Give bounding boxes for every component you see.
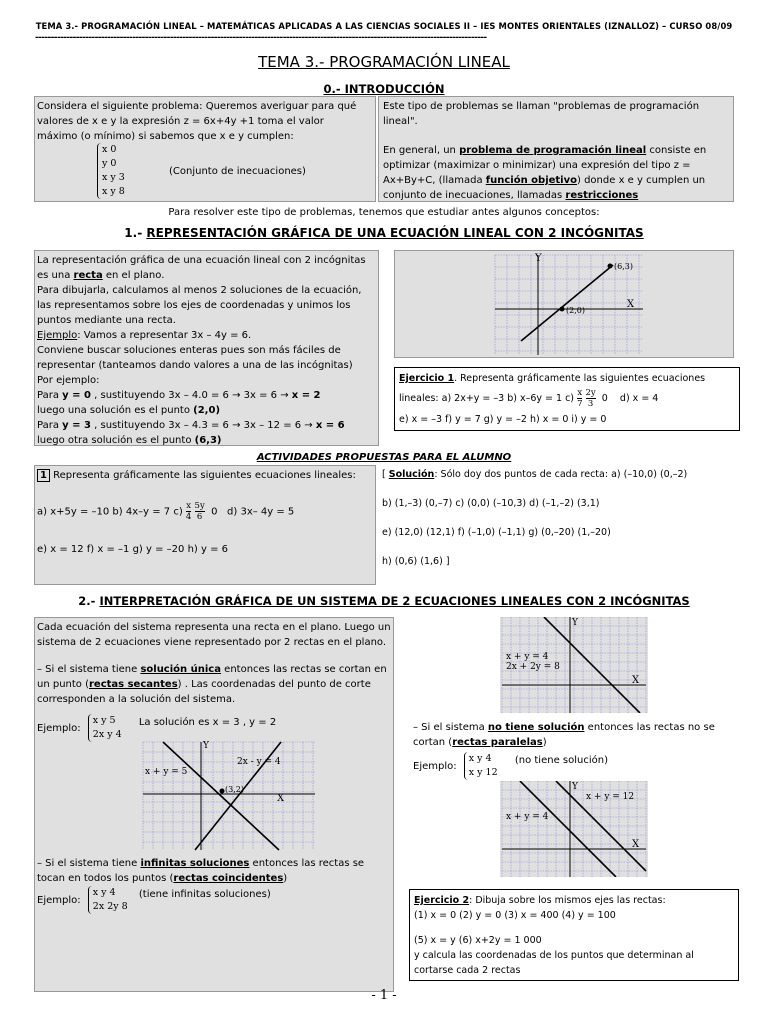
graph-parallel-box [500,781,648,877]
svg-text:x + y = 4: x + y = 4 [506,812,549,822]
intro-line: máximo (o mínimo) si sabemos que x e y cumplen: [37,131,294,142]
graph-coincident-lines [500,617,648,713]
svg-text:(3,2): (3,2) [225,785,244,794]
svg-text:(6,3): (6,3) [614,262,633,271]
svg-text:X: X [277,793,285,804]
page-header: TEMA 3.- PROGRAMACIÓN LINEAL – MATEMÁTICAS APLICADAS A LAS CIENCIAS SOCIALES II – IES MONTES ORIENTALES (IZNALLOZ) – CURSO 08/09 [35,21,733,31]
intro-left-box [34,96,376,202]
example1: Ejemplo: x y 5 2x y 4 La solución es x = 3 , y = 2 [37,715,277,740]
section2-left-box [34,617,394,992]
svg-text:X: X [632,675,640,686]
svg-text:x + y = 12: x + y = 12 [586,792,635,802]
header-divider: ------------------------------------------------------------------------------------------------------------------------------------------------ [35,33,487,43]
infinite-solutions-text: – Si el sistema tiene infinitas soluciones entonces las rectas se tocan en todos los puntos (rectas coincidentes) [37,858,365,884]
svg-text:X: X [627,299,635,310]
graph-coincident-box [500,617,648,713]
section1-heading: 1.- REPRESENTACIÓN GRÁFICA DE UNA ECUACIÓN LINEAL CON 2 INCÓGNITAS [124,226,644,240]
section1-graph-box [394,250,734,358]
graph-secant-lines [139,740,319,852]
intro-right-p1: Este tipo de problemas se llaman "problemas de programación lineal". [383,101,700,127]
inequality-system: x 0 y 0 x y 3 x y 8 [97,143,125,199]
intro-line: Considera el siguiente problema: Queremos averiguar para qué [37,101,357,112]
svg-text:2x - y = 4: 2x - y = 4 [237,757,281,767]
page-title: TEMA 3.- PROGRAMACIÓN LINEAL [258,53,510,71]
example3: Ejemplo: x y 4 2x 2y 8 (tiene infinitas soluciones) [37,887,271,912]
unique-solution-text: – Si el sistema tiene solución única entonces las rectas se cortan en un punto (rectas secantes) . Las coordenadas del punto de corte corresponden a la solución del sistema. [37,664,387,705]
section2-intro: Cada ecuación del sistema representa una recta en el plano. Luego un sistema de 2 ecuaciones viene representado por 2 rectas en el plano. [37,622,391,648]
activities-left-box: 1 Representa gráficamente las siguientes ecuaciones lineales: a) x+5y = –10 b) 4x–y = 7 c) $\frac{x}{4}$ $\frac{5y}{6}$ 0 d) 3x– 4y = 5 e) x = 12 f) x = –1 g) y = –20 h) y = 6 [34,465,376,585]
section2-heading: 2.- INTERPRETACIÓN GRÁFICA DE UN SISTEMA DE 2 ECUACIONES LINEALES CON 2 INCÓGNITAS [78,594,690,608]
intro-heading: 0.- INTRODUCCIÓN [323,82,445,96]
system-note: (Conjunto de inecuaciones) [169,166,306,177]
page-number: - 1 - [371,988,397,1003]
activities-solutions: [ Solución: Sólo doy dos puntos de cada recta: a) (–10,0) (0,–2) b) (1,–3) (0,–7) c) (0,0) (–10,3) d) (–1,–2) (3,1) e) (12,0) (12,1) f) (–1,0) (–1,1) g) (0,–20) (1,–20) h) (0,6) (1,6) ] [382,469,688,567]
activities-heading: ACTIVIDADES PROPUESTAS PARA EL ALUMNO [256,452,512,463]
svg-text:Y: Y [203,741,209,751]
section1-left-box: La representación gráfica de una ecuación lineal con 2 incógnitas es una recta en el plano. Para dibujarla, calculamos al menos 2 soluciones de la ecuación, las representamos sobre los ejes de coordenadas y unimos los puntos mediante una recta. Ejemplo: Vamos a representar 3x – 4y = 6. Conviene buscar soluciones enteras pues son más fáciles de representar (tanteamos dando valores a una de las incógnitas) Por ejemplo: Para y = 0 , sustituyendo 3x – 4.0 = 6 → 3x = 6 → x = 2 luego una solución es el punto (2,0) Para y = 3 , sustituyendo 3x – 4.3 = 6 → 3x – 12 = 6 → x = 6 luego otra solución es el punto (6,3) [34,250,379,446]
line-graph-3x-4y [395,251,735,359]
svg-text:x + y = 4: x + y = 4 [506,652,549,662]
svg-text:Y: Y [572,618,578,628]
intro-right-box [378,96,734,202]
ejercicio1-box: Ejercicio 1. Representa gráficamente las siguientes ecuaciones lineales: a) 2x+y = –3 b) x–6y = 1 c) $\frac{x}{7}$ $\frac{2y}{3}$ 0 d) x = 4 e) x = –3 f) y = 7 g) y = –2 h) x = 0 i) y = 0 [394,367,740,431]
svg-text:2x + 2y = 8: 2x + 2y = 8 [506,662,560,672]
intro-right-p2: En general, un problema de programación lineal consiste en optimizar (maximizar o minimizar) una expresión del tipo z = Ax+By+C, (llamada función objetivo) donde x e y cumplen un conjunto de inecuaciones, llamadas restricciones [383,145,707,201]
graph-parallel-lines [500,781,648,877]
intro-line: valores de x e y la expresión z = 6x+4y +1 toma el valor [37,116,324,127]
svg-text:x + y = 5: x + y = 5 [145,767,188,777]
no-solution-text: – Si el sistema no tiene solución entonces las rectas no se cortan (rectas paralelas) [413,722,715,748]
svg-text:Y: Y [572,782,578,792]
svg-text:X: X [632,839,640,850]
svg-text:Y: Y [535,253,542,264]
ejercicio2-box: Ejercicio 2: Dibuja sobre los mismos ejes las rectas: (1) x = 0 (2) y = 0 (3) x = 400 (4) y = 100 (5) x = y (6) x+2y = 1 000 y calcula las coordenadas de los puntos que determinan al cortarse cada 2 rectas [409,889,739,981]
svg-text:(2,0): (2,0) [566,306,585,315]
example2: Ejemplo: x y 4 x y 12 (no tiene solución) [413,753,608,778]
intro-closing: Para resolver este tipo de problemas, tenemos que estudiar antes algunos conceptos: [168,207,600,218]
